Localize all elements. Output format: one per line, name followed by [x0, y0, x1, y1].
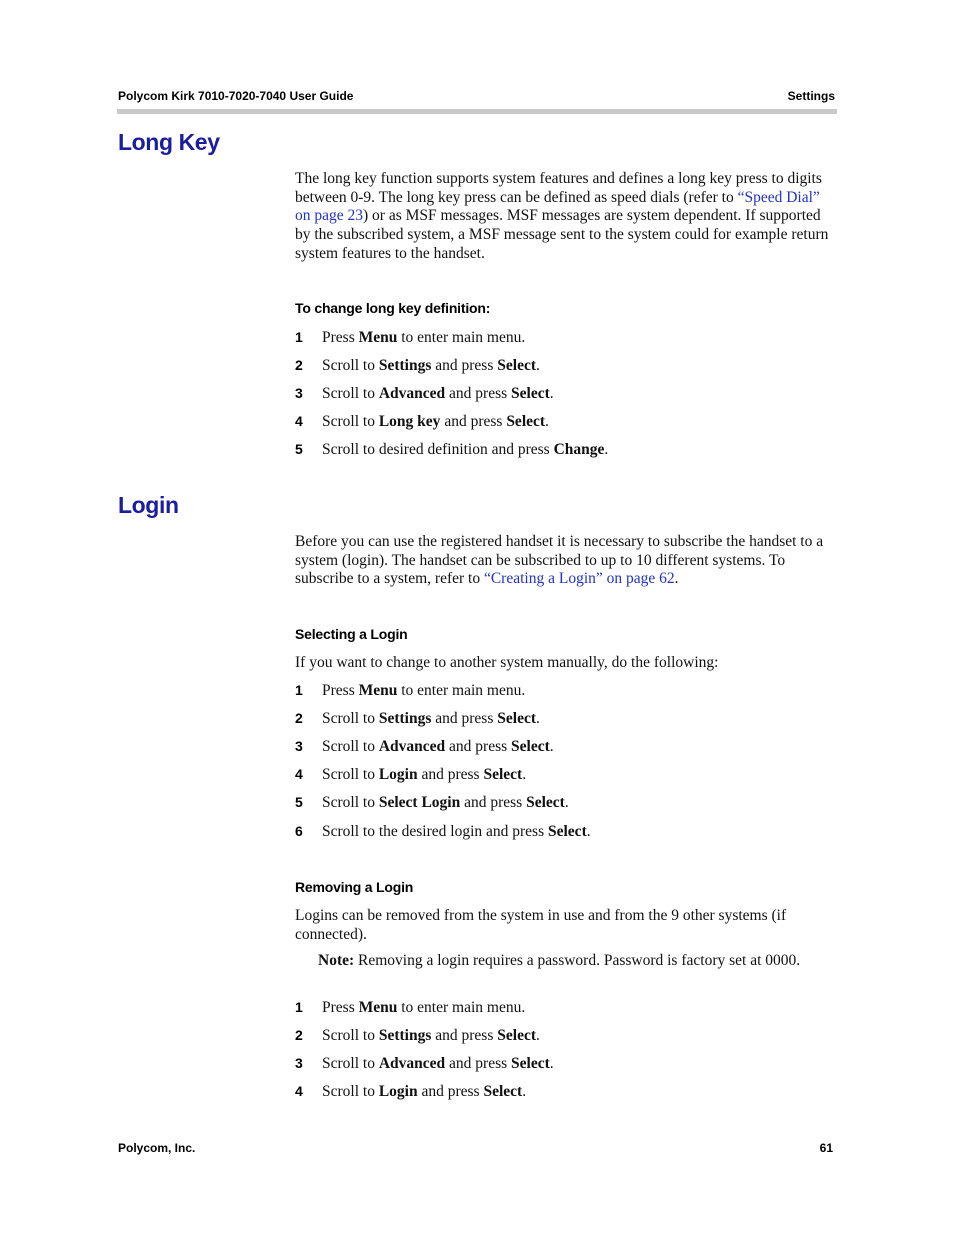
step-ui-term: Select [511, 1055, 550, 1073]
step-number: 3 [295, 738, 303, 755]
step-text-part: . [522, 1083, 527, 1101]
step-text-part: and press [417, 1083, 484, 1101]
step-text-part: . [522, 766, 527, 784]
list-item [295, 710, 835, 730]
step-text-part: Scroll to the desired login and press [322, 822, 548, 840]
step-text-part: and press [445, 738, 512, 756]
step-ui-term: Advanced [378, 385, 446, 403]
step-text-part: . [545, 413, 549, 431]
login-intro-text-2: . [674, 570, 679, 588]
step-ui-term: Select [497, 1027, 536, 1045]
step-ui-term: Select [511, 738, 550, 756]
long-key-intro-text-2: ) or as MSF messages. MSF messages are system dependent. If supported by the subscribed system, a MSF message sent to the system could for example return system features to the handset. [295, 207, 829, 262]
step-number: 2 [295, 357, 303, 374]
step-text-part: Scroll to desired definition and press [322, 441, 554, 459]
step-ui-term: Settings [378, 1027, 432, 1045]
step-text-part: Press [322, 329, 359, 346]
list-item [295, 999, 835, 1019]
step-ui-term: Menu [358, 329, 398, 346]
note-label: Note: [318, 952, 355, 969]
step-text-part: Scroll to [322, 357, 379, 375]
step-number: 1 [295, 682, 303, 698]
removing-login-note [318, 952, 818, 971]
footer-page-number: 61 [819, 1141, 833, 1155]
step-text-part: . [586, 822, 591, 840]
step-number: 5 [295, 441, 303, 458]
step-text-part: Scroll to [322, 766, 379, 784]
step-text [322, 441, 608, 459]
step-text [322, 1055, 554, 1073]
step-ui-term: Select [483, 766, 523, 784]
long-key-intro-text-1: The long key function supports system features and defines a long key press to digits between 0-9. The long key press can be defined as speed dials (refer to [295, 170, 822, 206]
step-ui-term: Advanced [378, 738, 446, 756]
step-ui-term: Settings [378, 357, 432, 375]
step-ui-term: Select [506, 413, 546, 431]
running-header-section: Settings [787, 89, 835, 103]
step-ui-term: Login [378, 766, 418, 784]
step-text-part: to enter main menu. [397, 329, 526, 346]
header-rule [117, 109, 837, 114]
list-item [295, 1027, 835, 1047]
long-key-intro [295, 170, 835, 264]
step-text [322, 1083, 526, 1101]
step-text [322, 329, 525, 347]
step-text-part: . [549, 385, 554, 403]
login-intro [295, 533, 835, 589]
step-text-part: and press [417, 766, 484, 784]
step-text-part: Press [322, 999, 359, 1016]
step-text-part: Scroll to [322, 1027, 379, 1045]
step-text-part: Scroll to [322, 385, 379, 403]
footer-company: Polycom, Inc. [118, 1141, 196, 1155]
step-text [322, 1027, 540, 1045]
step-ui-term: Select Login [378, 794, 461, 812]
long-key-procedure-title: To change long key definition: [295, 300, 491, 316]
step-text-part: and press [431, 357, 498, 375]
step-number: 3 [295, 385, 303, 402]
list-item [295, 357, 835, 377]
step-text-part: and press [431, 1027, 498, 1045]
selecting-login-title: Selecting a Login [295, 626, 408, 642]
list-item [295, 682, 835, 702]
step-number: 6 [295, 822, 303, 839]
list-item [295, 385, 835, 405]
step-text [322, 682, 525, 700]
note-text: Removing a login requires a password. Password is factory set at 0000. [354, 952, 801, 969]
step-ui-term: Settings [378, 710, 432, 728]
speed-dial-link[interactable]: “Speed Dial” on page 23 [295, 188, 820, 225]
step-text-part: . [536, 357, 540, 375]
step-text-part: . [549, 738, 554, 756]
step-number: 4 [295, 413, 303, 430]
list-item [295, 794, 835, 814]
step-ui-term: Select [483, 1083, 523, 1101]
step-ui-term: Advanced [378, 1055, 446, 1073]
step-text [322, 357, 540, 375]
step-text-part: . [564, 794, 569, 812]
login-intro-text-1: Before you can use the registered handset it is necessary to subscribe the handset to a system (login). The handset can be subscribed to up to 10 different systems. To subscribe to a system, refer to [295, 533, 824, 588]
step-number: 4 [295, 766, 303, 783]
list-item [295, 1083, 835, 1103]
creating-login-link[interactable]: “Creating a Login” on page 62 [483, 570, 675, 588]
step-number: 2 [295, 1027, 303, 1044]
step-number: 5 [295, 794, 303, 811]
step-text [322, 385, 554, 403]
step-text-part: Scroll to [322, 1055, 379, 1073]
step-text-part: Press [322, 682, 359, 699]
step-text [322, 794, 569, 812]
step-text-part: and press [460, 794, 527, 812]
step-ui-term: Select [497, 357, 536, 375]
step-text-part: Scroll to [322, 794, 379, 812]
step-ui-term: Menu [358, 999, 398, 1016]
step-number: 2 [295, 710, 303, 727]
step-text-part: and press [431, 710, 498, 728]
step-text [322, 413, 549, 431]
step-text [322, 999, 525, 1017]
list-item [295, 766, 835, 786]
selecting-login-intro: If you want to change to another system manually, do the following: [295, 654, 719, 671]
step-number: 4 [295, 1083, 303, 1100]
step-text [322, 766, 526, 784]
heading-login: Login [118, 492, 179, 518]
step-ui-term: Select [548, 822, 587, 840]
step-text-part: to enter main menu. [397, 682, 526, 699]
step-text-part: and press [445, 385, 512, 403]
step-ui-term: Select [511, 385, 550, 403]
step-text-part: . [549, 1055, 554, 1073]
removing-login-intro: Logins can be removed from the system in use and from the 9 other systems (if connected). [295, 907, 787, 943]
step-ui-term: Change [553, 441, 605, 459]
step-text-part: Scroll to [322, 710, 379, 728]
step-number: 1 [295, 999, 303, 1015]
step-ui-term: Select [497, 710, 536, 728]
step-text [322, 738, 554, 756]
step-text-part: . [536, 1027, 540, 1045]
step-text-part: and press [440, 413, 507, 431]
step-ui-term: Login [378, 1083, 418, 1101]
step-text-part: Scroll to [322, 413, 379, 431]
step-text-part: Scroll to [322, 738, 379, 756]
list-item [295, 329, 835, 349]
step-text-part: and press [445, 1055, 512, 1073]
step-number: 3 [295, 1055, 303, 1072]
list-item [295, 738, 835, 758]
step-text [322, 710, 540, 728]
running-header-title: Polycom Kirk 7010-7020-7040 User Guide [118, 89, 354, 103]
list-item [295, 1055, 835, 1075]
list-item [295, 413, 835, 433]
list-item [295, 823, 835, 843]
list-item [295, 441, 835, 461]
step-ui-term: Menu [358, 682, 398, 699]
step-text-part: . [604, 441, 609, 459]
step-text-part: Scroll to [322, 1083, 379, 1101]
removing-login-title: Removing a Login [295, 879, 414, 895]
step-text-part: . [536, 710, 540, 728]
step-ui-term: Select [526, 794, 565, 812]
step-number: 1 [295, 329, 303, 345]
step-text-part: to enter main menu. [397, 999, 526, 1016]
step-ui-term: Long key [378, 413, 441, 431]
heading-long-key: Long Key [118, 129, 220, 155]
step-text [322, 823, 591, 841]
